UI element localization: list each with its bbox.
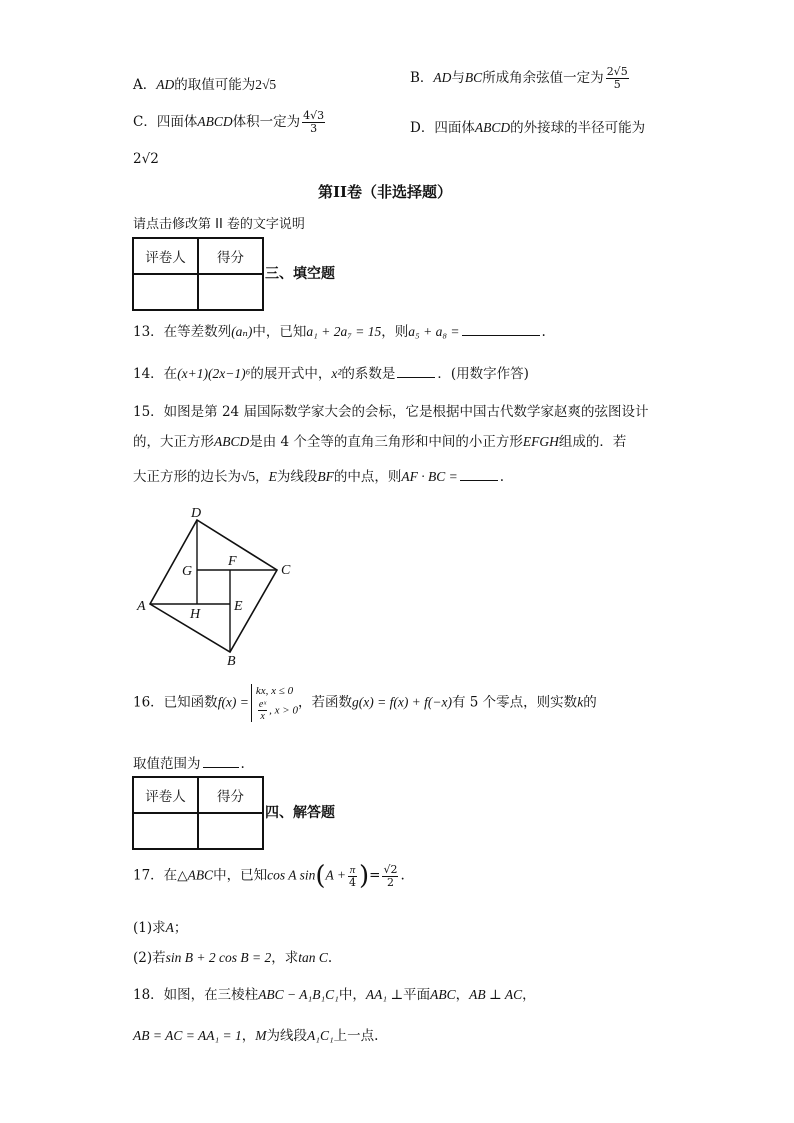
q14-answer-blank[interactable] [397, 376, 435, 378]
q18-line-2-c: 上一点. [333, 1028, 379, 1044]
q18-text-3: 平面 [403, 987, 431, 1003]
zhao-shuang-diagram [130, 500, 300, 675]
option-d [410, 116, 645, 136]
q18-line-2-b: 为线段 [266, 1028, 308, 1044]
q16-g-function: g(x) = f(x) + f(−x) [351, 694, 453, 710]
option-b-var2: BC [464, 70, 483, 85]
option-c-fraction [302, 110, 325, 135]
score-table-grader-header: 评卷人 [133, 238, 198, 274]
q15-line-2 [133, 430, 626, 450]
q13-ask: a₅ + a₈ = [408, 324, 460, 339]
option-b-label: B． [410, 70, 434, 86]
q16-piece-2-denominator: x [260, 711, 265, 722]
q15-side-length: √5 [241, 469, 256, 484]
q15-segment-bf: BF [317, 469, 334, 484]
q15-line-3c: 为线段 [276, 469, 318, 485]
q17-sub-1 [133, 916, 187, 936]
option-a-value: 2√5 [255, 77, 277, 92]
label-h: H [190, 607, 201, 622]
score-table-1 [132, 237, 264, 311]
q17-triangle: △ABC [177, 867, 214, 883]
label-c: C [281, 563, 291, 578]
question-18 [133, 983, 536, 1003]
question-16 [133, 684, 597, 722]
q16-line-2 [133, 752, 245, 772]
option-c-numerator: 4√3 [303, 109, 325, 122]
label-a: A [137, 599, 146, 614]
q16-answer-blank[interactable] [203, 766, 239, 768]
option-c [133, 110, 327, 135]
q16-k: k [577, 694, 584, 710]
q15-answer-blank[interactable] [460, 479, 498, 481]
q18-lengths: AB = AC = AA₁ = 1 [133, 1028, 242, 1043]
q17-cos-sin: cos A sin [267, 867, 316, 883]
label-b: B [227, 654, 236, 669]
option-a-var: AD [156, 77, 175, 92]
q13-end: . [541, 324, 546, 340]
q15-line-2b: 是由 4 个全等的直角三角形和中间的小正方形 [249, 434, 523, 450]
option-c-text: 体积一定为 [232, 114, 301, 130]
option-c-denominator: 3 [310, 122, 318, 135]
q15-dot-product: AF · BC = [401, 469, 458, 484]
question-13 [133, 320, 546, 340]
q16-text-3: 有 5 个零点，则实数 [452, 694, 578, 711]
q15-line-3d: 的中点，则 [333, 469, 402, 485]
option-d-text: 的外接球的半径可能为 [510, 120, 646, 136]
q15-small-square-name: EFGH [522, 434, 559, 449]
q14-text-3: 的系数是 [341, 366, 396, 382]
q18-text-4: ， [455, 987, 470, 1003]
q18-text-5: ， [522, 987, 536, 1003]
q14-text-4: ．(用数字作答) [437, 366, 529, 382]
score-table-score-header: 得分 [198, 238, 263, 274]
q15-line-3a: 大正方形的边长为 [133, 469, 241, 485]
q18-line-2 [133, 1024, 378, 1044]
option-b-denominator: 5 [613, 78, 621, 91]
label-e: E [234, 599, 243, 614]
q18-text-1: 18．如图，在三棱柱 [133, 987, 259, 1003]
option-b [410, 66, 631, 91]
q17-sub-2 [133, 946, 332, 966]
q14-text-2: 的展开式中， [250, 366, 332, 382]
option-b-text: 所成角余弦值一定为 [482, 70, 604, 86]
q17-left-paren: ( [315, 861, 326, 891]
q17-right-paren: ) [359, 861, 370, 891]
q16-function: f(x) = [217, 694, 249, 710]
q17-text-1: 17．在 [133, 867, 178, 884]
q17-sub-2-text: (2)若 [133, 950, 166, 966]
option-b-mid: 与 [451, 70, 465, 86]
q17-text-2: 中，已知 [213, 867, 268, 884]
q13-text-3: ，则 [381, 324, 409, 340]
q16-piece-2-condition: , x > 0 [269, 704, 298, 717]
outer-square [150, 520, 277, 652]
q17-sub-2-end: . [327, 950, 333, 966]
q17-end: . [400, 867, 405, 884]
q16-piece-1: kx, x ≤ 0 [255, 685, 294, 697]
option-c-label: C．四面体 [133, 114, 198, 130]
q17-rhs-denominator: 2 [386, 875, 394, 889]
option-d-var: ABCD [474, 120, 511, 135]
q14-text-1: 14．在 [133, 366, 178, 382]
q17-rhs-numerator: √2 [383, 862, 398, 876]
q15-square-name: ABCD [214, 434, 250, 449]
q17-pi-fraction [348, 864, 357, 889]
q15-end: . [499, 469, 505, 485]
option-d-label: D．四面体 [410, 120, 475, 136]
part-two-note: 请点击修改第 II 卷的文字说明 [133, 217, 305, 232]
q16-text-1: 16．已知函数 [133, 694, 218, 711]
score-table-score-cell[interactable] [198, 274, 263, 310]
q13-condition: a₁ + 2a₇ = 15 [306, 324, 382, 339]
q18-perp-2: AB ⊥ AC [469, 987, 523, 1002]
question-17 [133, 861, 405, 891]
score-table-2-grader-cell[interactable] [133, 813, 198, 849]
q16-end: . [240, 756, 245, 772]
score-table-2-grader-header: 评卷人 [133, 777, 198, 813]
q16-piece-2-fraction [258, 699, 267, 722]
label-f: F [228, 554, 237, 569]
q14-expression: (x+1)(2x−1)⁶ [177, 366, 251, 381]
section-three-heading: 三、填空题 [265, 266, 335, 282]
section-four-heading: 四、解答题 [265, 805, 335, 821]
option-c-var: ABCD [197, 114, 233, 129]
option-b-fraction [606, 66, 629, 91]
question-14 [133, 362, 529, 382]
option-a-label: A． [133, 77, 157, 93]
q18-point-m: M [255, 1028, 267, 1043]
score-table-2-score-cell[interactable] [198, 813, 263, 849]
q13-text-2: 中，已知 [252, 324, 307, 340]
q15-point-e: E [268, 469, 277, 484]
q17-sub-2-ask: tan C [298, 950, 328, 965]
q18-text-2: 中， [338, 987, 366, 1003]
q17-pi: π [349, 863, 356, 876]
q16-line-2-text: 取值范围为 [133, 756, 201, 772]
q18-prism: ABC − A₁B₁C₁ [258, 987, 339, 1002]
q17-sub-1-text: (1)求 [133, 920, 166, 936]
part-two-title: 第II卷（非选择题） [318, 183, 453, 201]
q15-line-3 [133, 465, 504, 485]
q17-inner: A + [325, 867, 346, 883]
q17-sub-2-expr: sin B + 2 cos B = 2 [165, 950, 272, 965]
q17-four: 4 [349, 875, 356, 889]
q13-sequence: (aₙ) [231, 324, 253, 339]
score-table-2-score-header: 得分 [198, 777, 263, 813]
q17-equals: = [369, 867, 381, 884]
option-b-numerator: 2√5 [606, 65, 628, 78]
q14-term: x² [331, 366, 342, 381]
q17-sub-1-end: ； [173, 920, 188, 936]
q15-line-2a: 的，大正方形 [133, 434, 214, 450]
q16-text-4: 的 [583, 694, 597, 711]
score-table-2 [132, 776, 264, 850]
q16-text-2: ，若函数 [297, 694, 352, 711]
q17-rhs-fraction [382, 864, 398, 889]
q16-piecewise [251, 684, 298, 722]
q18-line-2-comma: ， [241, 1028, 256, 1044]
q18-segment: A₁C₁ [307, 1028, 334, 1043]
option-a-text: 的取值可能为 [174, 77, 256, 93]
q15-line-1: 15．如图是第 24 届国际数学家大会的会标，它是根据中国古代数学家赵爽的弦图设计 [133, 404, 649, 420]
q15-line-3b: ， [255, 469, 269, 485]
q13-answer-blank[interactable] [462, 334, 540, 336]
label-g: G [182, 564, 193, 579]
q17-sub-1-var: A [165, 920, 174, 935]
q18-perp-1: AA₁ ⊥ [365, 987, 404, 1002]
q16-piece-2 [256, 699, 298, 722]
q16-piece-2-numerator: eˣ [258, 699, 267, 710]
q15-line-2c: 组成的．若 [558, 434, 627, 450]
option-d-value: 2√2 [133, 151, 159, 167]
label-d: D [191, 506, 202, 521]
option-a [133, 73, 276, 93]
q17-sub-2-mid: ，求 [271, 950, 299, 966]
option-b-var1: AD [433, 70, 452, 85]
q18-plane: ABC [430, 987, 456, 1002]
score-table-grader-cell[interactable] [133, 274, 198, 310]
q13-text-1: 13．在等差数列 [133, 324, 232, 340]
